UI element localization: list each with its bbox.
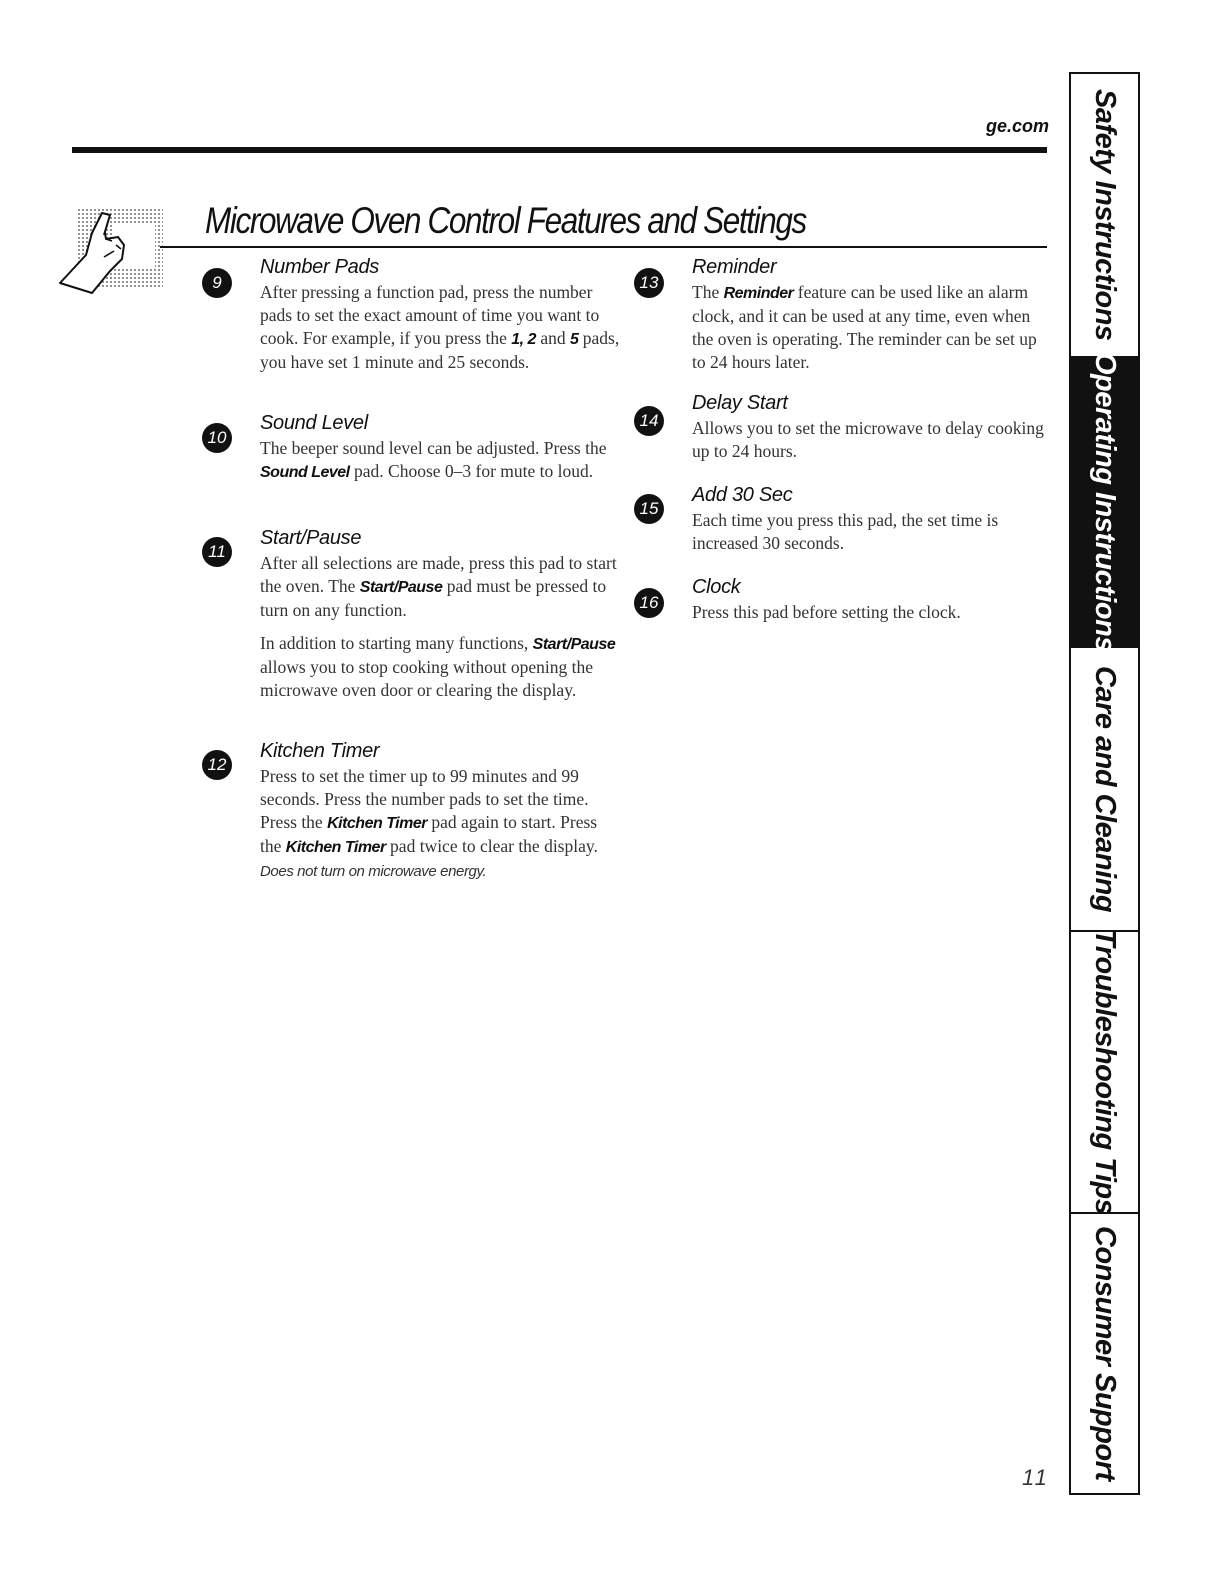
section-start-pause: [260, 527, 620, 702]
section-body: The Reminder feature can be used like an alarm clock, and it can be used at any time, even when the oven is operating. The reminder can be set up to 24 hours later.: [692, 282, 1037, 372]
section-note: Does not turn on microwave energy.: [260, 863, 487, 880]
section-heading: Add 30 Sec: [692, 484, 793, 506]
section-body: In addition to starting many functions, Start/Pause allows you to stop cooking without opening the microwave oven door or clearing the display.: [260, 633, 616, 700]
tab-consumer-support[interactable]: [1071, 1214, 1138, 1493]
section-tabs: [1069, 72, 1140, 1495]
tab-label: Operating Instructions: [1089, 352, 1121, 652]
keyword: Start/Pause: [532, 636, 616, 653]
keyword: Reminder: [723, 285, 794, 302]
section-heading: Kitchen Timer: [260, 740, 380, 762]
section-heading: Number Pads: [260, 256, 379, 278]
section-body: Press this pad before setting the clock.: [692, 602, 961, 622]
item-number-badge: 9: [202, 268, 232, 298]
tab-label: Safety Instructions: [1089, 89, 1121, 341]
section-body: After pressing a function pad, press the number pads to set the exact amount of time you want to cook. For example, if you press the 1, 2 and 5 pads, you have set 1 minute and 25 seconds.: [260, 282, 620, 372]
section-body: The beeper sound level can be adjusted. Press the Sound Level pad. Choose 0–3 for mute to loud.: [260, 438, 607, 481]
section-sound-level: [260, 412, 620, 484]
header-rule: [72, 147, 1047, 153]
section-add-30-sec: [692, 484, 1048, 555]
section-heading: Start/Pause: [260, 527, 362, 549]
title-rule: [160, 246, 1047, 248]
item-number-badge: 11: [202, 537, 232, 567]
section-body: Press to set the timer up to 99 minutes and 99 seconds. Press the number pads to set the time. Press the Kitchen Timer pad again to start. Press the Kitchen Timer pad twice to clear the display.: [260, 766, 598, 856]
page-title: Microwave Oven Control Features and Settings: [205, 200, 806, 241]
section-heading: Delay Start: [692, 392, 788, 414]
section-heading: Clock: [692, 576, 741, 598]
section-clock: [692, 576, 1048, 624]
keyword: 5: [569, 331, 579, 348]
section-body: After all selections are made, press this pad to start the oven. The Start/Pause pad must be pressed to turn on any function.: [260, 553, 617, 620]
keyword: Sound Level: [260, 464, 350, 481]
item-number-badge: 15: [634, 494, 664, 524]
page-number: 11: [1022, 1465, 1049, 1490]
site-url: ge.com: [985, 116, 1049, 136]
section-heading: Reminder: [692, 256, 777, 278]
section-number-pads: [260, 256, 620, 374]
tab-safety-instructions[interactable]: [1071, 74, 1138, 358]
item-number-badge: 16: [634, 588, 664, 618]
tab-troubleshooting-tips[interactable]: [1071, 929, 1138, 1215]
section-delay-start: [692, 392, 1048, 463]
tab-label: Care and Cleaning: [1089, 665, 1121, 913]
tab-label: Troubleshooting Tips: [1089, 929, 1121, 1215]
item-number-badge: 10: [202, 423, 232, 453]
keyword: Kitchen Timer: [327, 815, 427, 832]
section-heading: Sound Level: [260, 412, 368, 434]
item-number-badge: 14: [634, 406, 664, 436]
section-body: Each time you press this pad, the set time is increased 30 seconds.: [692, 510, 999, 553]
item-number-badge: 12: [202, 750, 232, 780]
keyword: 1, 2: [511, 331, 536, 348]
tab-operating-instructions[interactable]: [1071, 352, 1138, 652]
hand-pressing-pad-icon: [58, 205, 168, 297]
section-kitchen-timer: [260, 740, 620, 880]
section-body: Allows you to set the microwave to delay cooking up to 24 hours.: [692, 418, 1044, 461]
section-reminder: [692, 256, 1048, 374]
keyword: Start/Pause: [359, 579, 443, 596]
tab-care-and-cleaning[interactable]: [1071, 648, 1138, 932]
keyword: Kitchen Timer: [285, 839, 386, 856]
item-number-badge: 13: [634, 268, 664, 298]
tab-label: Consumer Support: [1089, 1226, 1121, 1481]
